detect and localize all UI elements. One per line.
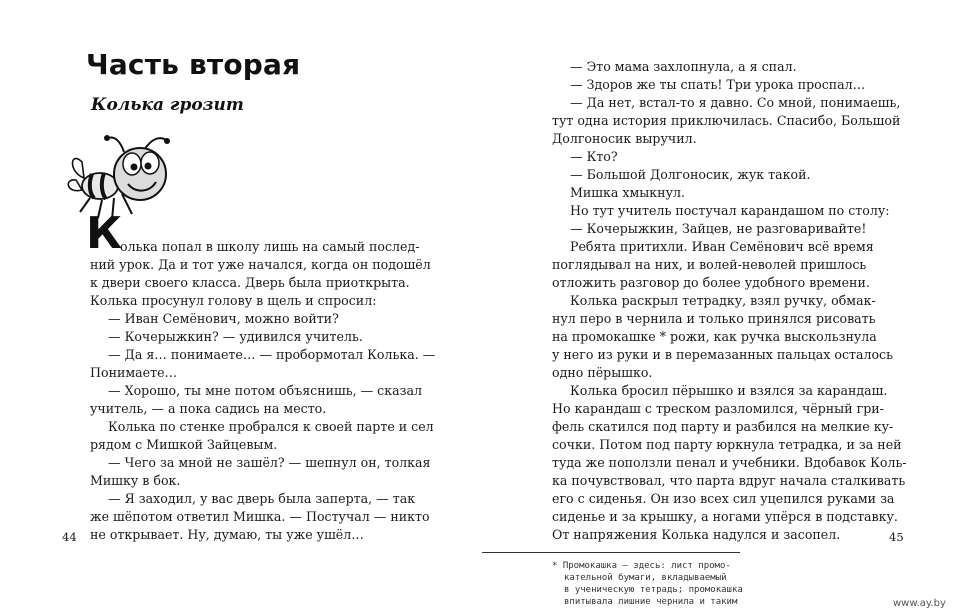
text-line: Колька по стенке пробрался к своей парте и сел [108,419,434,434]
text-line: Но тут учитель постучал карандашом по столу: [570,203,890,218]
text-line: Колька раскрыл тетрадку, взял ручку, обмак- [570,293,876,308]
text-line: сочки. Потом под парту юркнула тетрадка, и за ней [552,437,902,452]
watermark: www.ay.by [893,598,946,609]
text-line: Колька просунул голову в щель и спросил: [90,293,377,308]
text-line: у него из руки и в перемазанных пальцах осталось [552,347,893,362]
text-line: не открывает. Ну, думаю, ты уже ушёл… [90,527,364,542]
text-line: туда же поползли пенал и учебники. Вдобавок Коль- [552,455,907,470]
text-line: же шёпотом ответил Мишка. — Постучал — никто [90,509,430,524]
bee-illustration [62,128,182,228]
section-title: Колька грозит [91,95,244,115]
footnote-line: * Промокашка — здесь: лист промо- [552,561,731,571]
text-line: поглядывал на них, и волей-неволей пришлось [552,257,867,272]
page-number-right: 45 [889,530,904,544]
footnote-line: в ученическую тетрадь; промокашка [564,585,743,595]
footnote-line: кательной бумаги, вкладываемый [564,573,727,583]
text-line: — Кто? [570,149,618,164]
chapter-title: Часть вторая [86,48,301,81]
text-line: — Да нет, встал-то я давно. Со мной, понимаешь, [570,95,901,110]
text-line: к двери своего класса. Дверь была приоткрыта. [90,275,410,290]
footnote-line: впитывала лишние чернила и таким [564,597,738,607]
text-line: сиденье и за крышку, а ногами упёрся в подставку. [552,509,898,524]
text-line: ний урок. Да и тот уже начался, когда он подошёл [90,257,431,272]
text-line: — Хорошо, ты мне потом объяснишь, — сказал [108,383,422,398]
text-line: олька попал в школу лишь на самый послед- [120,239,420,254]
text-line: Но карандаш с треском разломился, чёрный гри- [552,401,884,416]
text-line: нул перо в чернила и только принялся рисовать [552,311,876,326]
text-line: на промокашке * рожи, как ручка выскользнула [552,329,877,344]
text-line: рядом с Мишкой Зайцевым. [90,437,278,452]
text-line: Ребята притихли. Иван Семёнович всё время [570,239,874,254]
text-line: — Большой Долгоносик, жук такой. [570,167,811,182]
left-page-text [90,238,436,548]
text-line: — Здоров же ты спать! Три урока проспал… [570,77,866,92]
text-line: фель скатился под парту и разбился на мелкие ку- [552,419,894,434]
text-line: Понимаете… [90,365,178,380]
footnote-divider [482,552,740,553]
text-line: отложить разговор до более удобного времени. [552,275,870,290]
text-line: — Я заходил, у вас дверь была заперта, — так [108,491,416,506]
text-line: одно пёрышко. [552,365,653,380]
text-line: ка почувствовал, что парта вдруг начала сталкивать [552,473,906,488]
text-line: учитель, — а пока садись на место. [90,401,327,416]
page-number-left: 44 [62,530,77,544]
text-line: — Иван Семёнович, можно войти? [108,311,339,326]
drop-cap: К [86,208,122,259]
text-line: — Чего за мной не зашёл? — шепнул он, толкая [108,455,431,470]
text-line: — Это мама захлопнула, а я спал. [570,59,797,74]
text-line: От напряжения Колька надулся и засопел. [552,527,841,542]
text-line: Мишка хмыкнул. [570,185,685,200]
text-line: — Да я… понимаете… — пробормотал Колька. — [108,347,436,362]
text-line: — Кочерыжкин, Зайцев, не разговаривайте! [570,221,867,236]
text-line: Долгоносик выручил. [552,131,697,146]
text-line: тут одна история приключилась. Спасибо, Большой [552,113,901,128]
text-line: Колька бросил пёрышко и взялся за карандаш. [570,383,888,398]
text-line: Мишку в бок. [90,473,181,488]
text-line: его с сиденья. Он изо всех сил уцепился руками за [552,491,895,506]
text-line: — Кочерыжкин? — удивился учитель. [108,329,363,344]
